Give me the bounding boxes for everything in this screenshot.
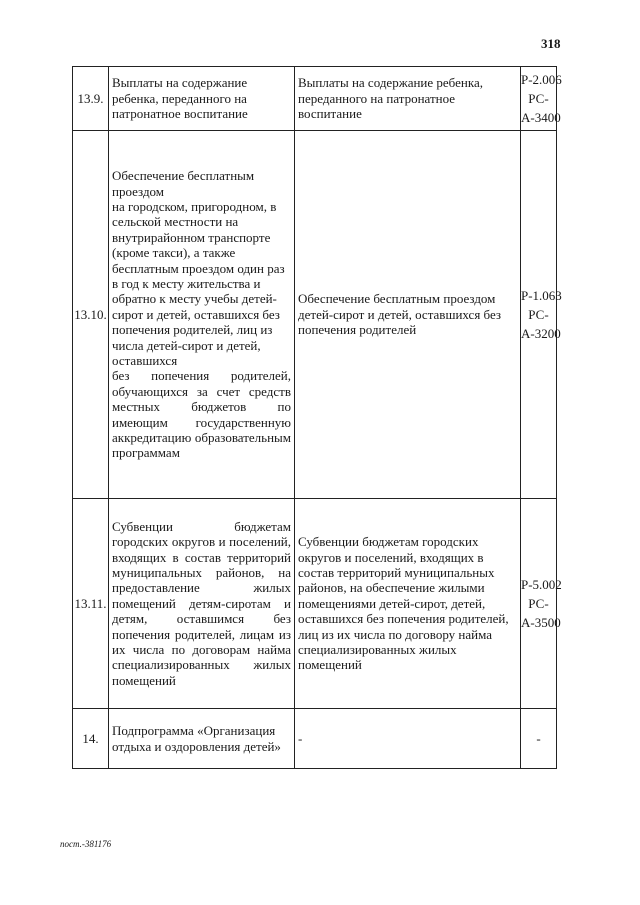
table-row: [73, 67, 557, 131]
page-number: 318: [541, 36, 561, 51]
programs-table: [72, 66, 562, 769]
measure-name-part: на городском, пригородном, в сельской местности на внутрирайонном транспорте (кроме такси), а также бесплатным проездом один раз в год к месту жительства и обратно к месту учебы детей-сирот и детей, оставшихся без попечения родителей, лиц из числа детей-сирот и детей, оставшихся: [112, 198, 285, 369]
budget-code: Р-2.006 РС-А-3400: [521, 67, 557, 131]
measure-name: Субвенции бюджетам городских округов и поселений, входящих в состав территорий муниципальных районов, на предоставление жилых помещений детям-сиротам и детям, оставшимся без попечения родителей, лицам из их числа по договорам найма специализированных жилых помещений: [109, 499, 295, 709]
measure-description: Выплаты на содержание ребенка, переданного на патронатное воспитание: [295, 67, 521, 131]
row-number: 13.9.: [73, 67, 109, 131]
row-number: 13.10.: [73, 131, 109, 499]
measure-name-part: Обеспечение бесплатным проездом: [112, 168, 255, 199]
measure-description: -: [295, 709, 521, 769]
budget-code: Р-5.002 РС-А-3500: [521, 499, 557, 709]
measure-description: Обеспечение бесплатным проездом детей-сирот и детей, оставшихся без попечения родителей: [295, 131, 521, 499]
footer-code: пост.-381176: [60, 839, 112, 849]
measure-name: [109, 131, 295, 499]
table-row: [73, 709, 557, 769]
measure-name: Выплаты на содержание ребенка, переданного на патронатное воспитание: [109, 67, 295, 131]
table-row: [73, 131, 557, 499]
budget-code: -: [521, 709, 557, 769]
row-number: 14.: [73, 709, 109, 769]
row-number: 13.11.: [73, 499, 109, 709]
measure-name: Подпрограмма «Организация отдыха и оздоровления детей»: [109, 709, 295, 769]
table-row: [73, 499, 557, 709]
budget-code: Р-1.063 РС-А-3200: [521, 131, 557, 499]
measure-description: Субвенции бюджетам городских округов и поселений, входящих в состав территорий муниципальных районов, на обеспечение жилыми помещениями детей-сирот, детей, оставшихся без попечения родителей, лиц из их числа по договору найма специализированных жилых помещений: [295, 499, 521, 709]
measure-name-part: без попечения родителей, обучающихся за счет средств местных бюджетов по имеющим государственную аккредитацию образовательным программам: [112, 368, 291, 461]
